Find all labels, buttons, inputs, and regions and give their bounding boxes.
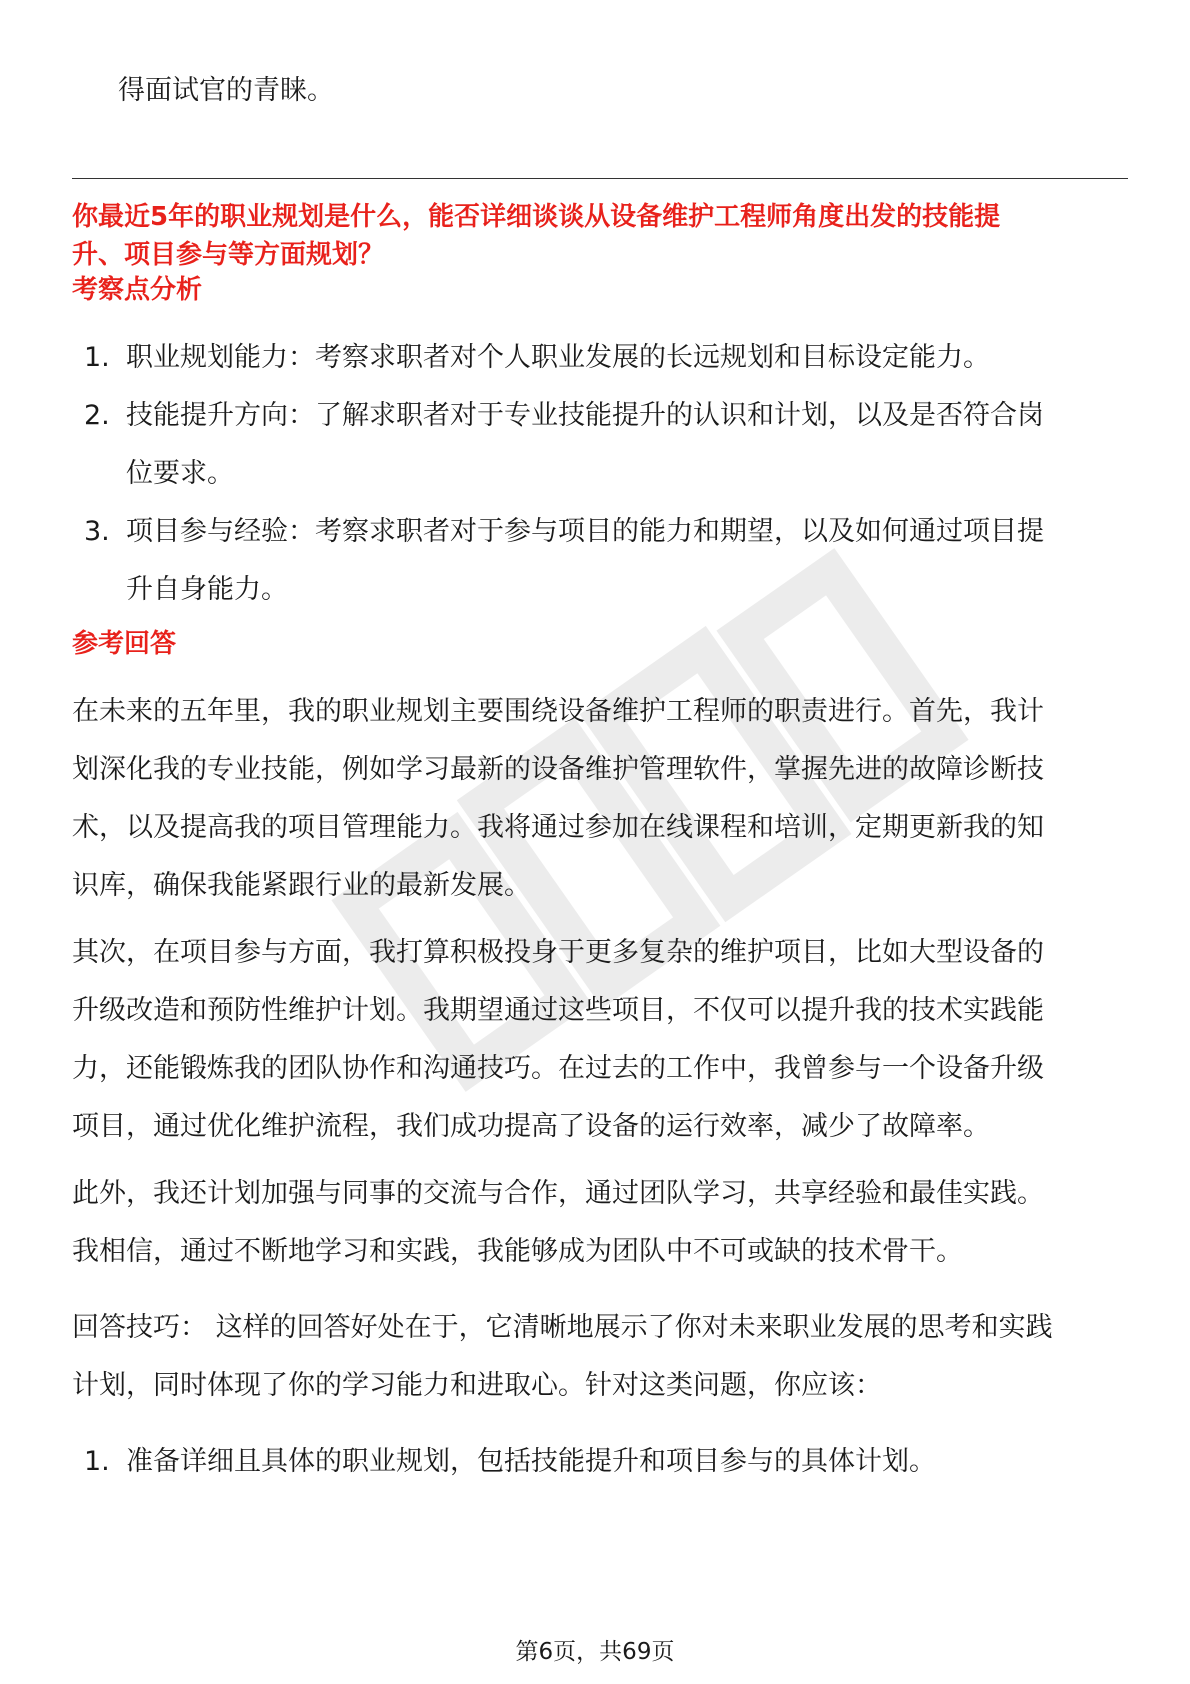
paragraph-line: 回答技巧： 这样的回答好处在于，它清晰地展示了你对未来职业发展的思考和实践	[72, 1312, 1053, 1343]
answer-paragraph	[72, 924, 1132, 1156]
list-item-text: 职业规划能力：考察求职者对个人职业发展的长远规划和目标设定能力。	[126, 342, 990, 373]
answer-paragraph	[72, 1165, 1132, 1281]
list-number: 1.	[84, 1446, 110, 1477]
list-number: 2.	[84, 400, 110, 431]
paragraph-line: 划深化我的专业技能，例如学习最新的设备维护管理软件，掌握先进的故障诊断技	[72, 754, 1044, 785]
list-item-text: 技能提升方向：了解求职者对于专业技能提升的认识和计划，以及是否符合岗	[126, 400, 1044, 431]
list-item-text: 升自身能力。	[126, 574, 288, 605]
question-title	[72, 198, 1132, 274]
paragraph-line: 此外，我还计划加强与同事的交流与合作，通过团队学习，共享经验和最佳实践。	[72, 1178, 1044, 1209]
paragraph-line: 其次，在项目参与方面，我打算积极投身于更多复杂的维护项目，比如大型设备的	[72, 937, 1044, 968]
section-divider	[72, 178, 1128, 179]
paragraph-line: 我相信，通过不断地学习和实践，我能够成为团队中不可或缺的技术骨干。	[72, 1236, 963, 1267]
tips-list	[84, 1433, 1124, 1491]
paragraph-line: 计划，同时体现了你的学习能力和进取心。针对这类问题，你应该：	[72, 1370, 882, 1401]
list-item	[84, 503, 1124, 619]
paragraph-line: 力，还能锻炼我的团队协作和沟通技巧。在过去的工作中，我曾参与一个设备升级	[72, 1053, 1044, 1084]
answer-paragraph	[72, 683, 1132, 915]
question-line: 你最近5年的职业规划是什么，能否详细谈谈从设备维护工程师角度出发的技能提	[72, 202, 1001, 232]
list-item	[84, 329, 1124, 387]
paragraph-line: 在未来的五年里，我的职业规划主要围绕设备维护工程师的职责进行。首先，我计	[72, 696, 1044, 727]
paragraph-line: 项目，通过优化维护流程，我们成功提高了设备的运行效率，减少了故障率。	[72, 1111, 990, 1142]
tips-paragraph	[72, 1299, 1132, 1415]
list-item-text: 位要求。	[126, 458, 234, 489]
list-item	[84, 1433, 1124, 1491]
analysis-list	[84, 329, 1124, 619]
paragraph-line: 识库，确保我能紧跟行业的最新发展。	[72, 870, 531, 901]
list-item-text: 项目参与经验：考察求职者对于参与项目的能力和期望，以及如何通过项目提	[126, 516, 1044, 547]
page-footer: 第6页，共69页	[515, 1639, 675, 1665]
list-item	[84, 387, 1124, 503]
list-number: 3.	[84, 516, 110, 547]
answer-heading: 参考回答	[72, 629, 177, 659]
question-line: 升、项目参与等方面规划？	[72, 240, 385, 270]
list-number: 1.	[84, 342, 110, 373]
continuation-text: 得面试官的青睐。	[118, 75, 334, 106]
list-item-text: 准备详细且具体的职业规划，包括技能提升和项目参与的具体计划。	[126, 1446, 936, 1477]
paragraph-line: 术，以及提高我的项目管理能力。我将通过参加在线课程和培训，定期更新我的知	[72, 812, 1044, 843]
analysis-heading: 考察点分析	[72, 275, 203, 305]
paragraph-line: 升级改造和预防性维护计划。我期望通过这些项目，不仅可以提升我的技术实践能	[72, 995, 1044, 1026]
